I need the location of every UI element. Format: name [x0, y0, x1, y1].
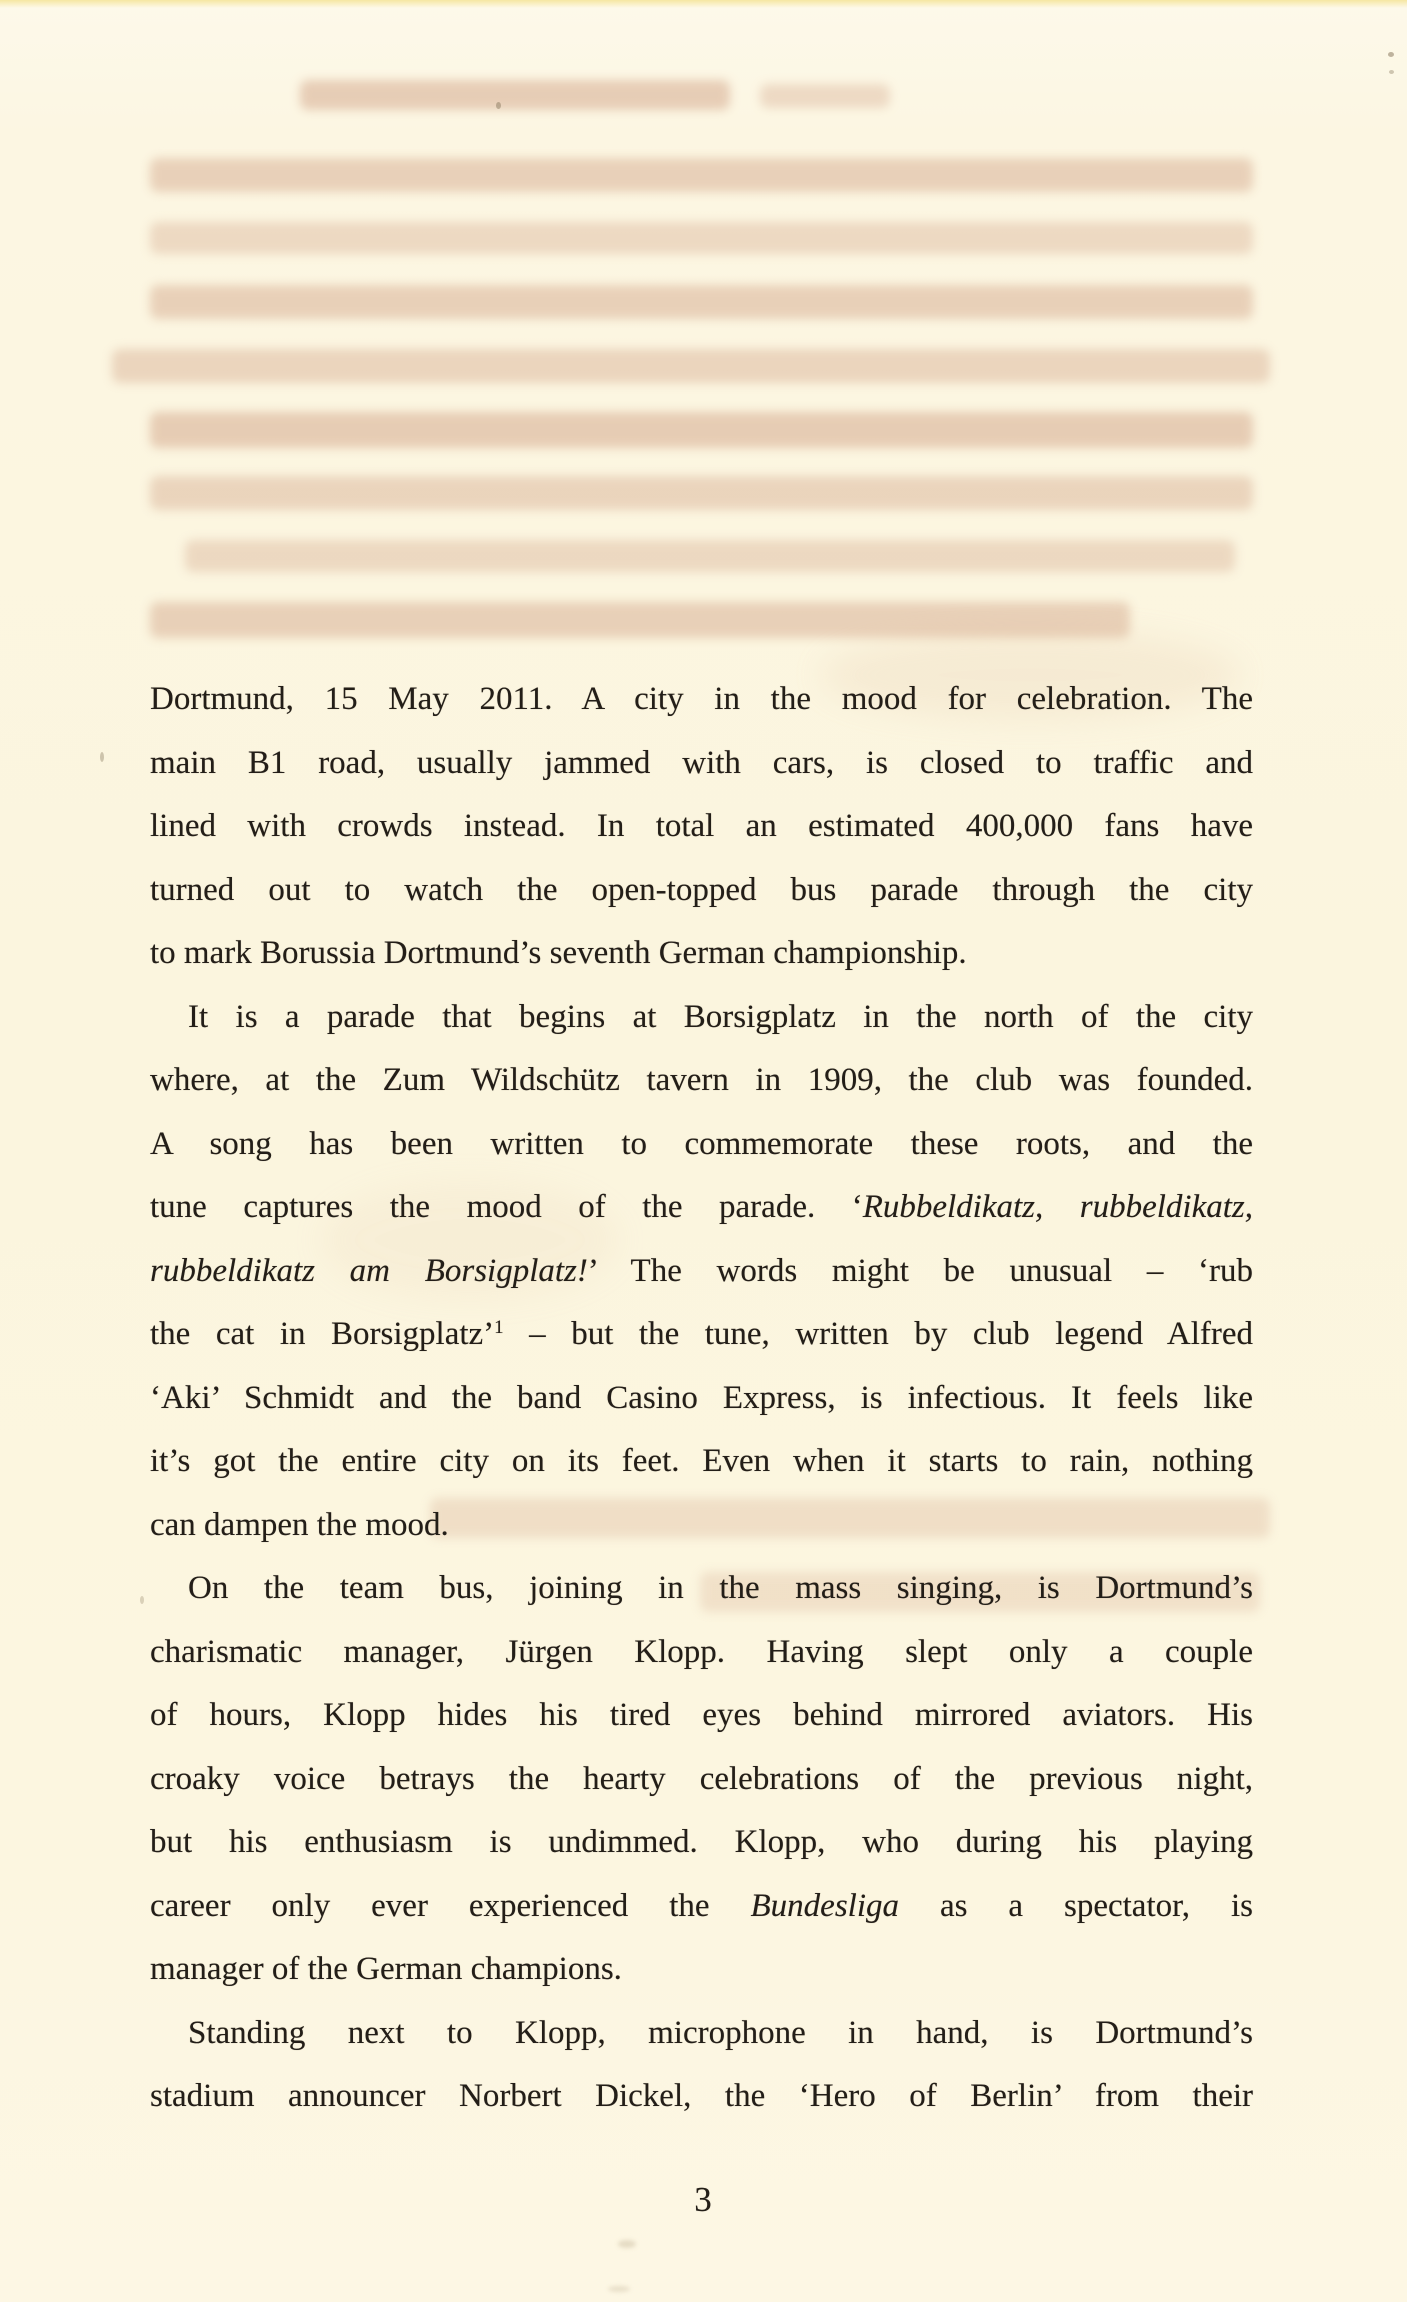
bleed-through-heading: [760, 84, 890, 108]
text-segment: Dortmund, 15 May 2011. A city in the mood for celebration. The: [150, 681, 1253, 717]
text-line: [150, 1367, 1253, 1431]
dust-speck: [496, 102, 501, 109]
bleed-through-line: [150, 285, 1253, 319]
text-segment: manager of the German champions.: [150, 1951, 622, 1987]
text-line: [150, 1875, 1253, 1939]
dust-speck: [1389, 70, 1394, 74]
bundesliga-italic: Bundesliga: [750, 1887, 899, 1924]
text-line: [150, 1938, 1253, 2002]
text-segment: On the team bus, joining in the mass singing, is Dortmund’s: [188, 1570, 1253, 1606]
text-line: [150, 1176, 1253, 1240]
text-segment: can dampen the mood.: [150, 1506, 449, 1543]
text-line: [150, 1240, 1253, 1304]
text-segment: of hours, Klopp hides his tired eyes behind mirrored aviators. His: [150, 1697, 1253, 1733]
text-segment: ‘Aki’ Schmidt and the band Casino Express, is infectious. It feels like: [150, 1379, 1253, 1416]
text-segment: but his enthusiasm is undimmed. Klopp, who during his playing: [150, 1824, 1253, 1860]
page-text-block: [150, 668, 1253, 2129]
text-line: [150, 2002, 1253, 2066]
text-segment: lined with crowds instead. In total an estimated 400,000 fans have: [150, 808, 1253, 844]
text-line: [150, 2065, 1253, 2129]
text-line: [150, 1049, 1253, 1113]
text-segment: tune captures the mood of the parade. ‘: [150, 1189, 863, 1225]
text-line: [150, 668, 1253, 732]
text-segment: main B1 road, usually jammed with cars, is closed to traffic and: [150, 744, 1253, 781]
text-line: [150, 1494, 1253, 1558]
text-line: [150, 1621, 1253, 1685]
scan-smudge: [608, 2286, 630, 2292]
dust-speck: [140, 1596, 144, 1604]
text-segment: A song has been written to commemorate these roots, and the: [150, 1125, 1253, 1162]
bleed-through-line: [112, 349, 1270, 383]
text-line: [150, 732, 1253, 796]
text-line: [150, 1557, 1253, 1621]
text-segment: the cat in Borsigplatz’: [150, 1316, 495, 1352]
text-segment: where, at the Zum Wildschütz tavern in 1909, the club was founded.: [150, 1062, 1253, 1098]
song-title-italic: rubbeldikatz am Borsigplatz!: [150, 1252, 588, 1289]
text-segment: turned out to watch the open-topped bus parade through the city: [150, 871, 1253, 908]
page-top-edge: [0, 0, 1407, 8]
text-line: [150, 1684, 1253, 1748]
text-segment: croaky voice betrays the hearty celebrations of the previous night,: [150, 1760, 1253, 1797]
text-line: [150, 1113, 1253, 1177]
bleed-through-line: [150, 476, 1253, 510]
text-segment: stadium announcer Norbert Dickel, the ‘Hero of Berlin’ from their: [150, 2078, 1253, 2114]
text-segment: as a spectator, is: [899, 1887, 1254, 1924]
bleed-through-line: [185, 540, 1235, 572]
text-line: [150, 1430, 1253, 1494]
text-line: [150, 986, 1253, 1050]
text-line: [150, 1303, 1253, 1367]
text-line: [150, 795, 1253, 859]
text-segment: – but the tune, written by club legend Alfred: [503, 1316, 1253, 1352]
bleed-through-line: [150, 158, 1253, 192]
dust-speck: [1388, 52, 1394, 57]
footnote-marker: 1: [494, 1317, 504, 1338]
text-line: [150, 922, 1253, 986]
bleed-through-heading: [300, 80, 730, 110]
text-segment: to mark Borussia Dortmund’s seventh German championship.: [150, 935, 967, 971]
page-number: 3: [694, 2180, 713, 2219]
text-line: [150, 1811, 1253, 1875]
text-segment: career only ever experienced the: [150, 1887, 751, 1924]
song-title-italic: Rubbeldikatz, rubbeldikatz,: [862, 1189, 1253, 1225]
text-segment: It is a parade that begins at Borsigplatz in the north of the city: [188, 998, 1253, 1035]
text-segment: Standing next to Klopp, microphone in hand, is Dortmund’s: [188, 2014, 1253, 2051]
bleed-through-line: [150, 412, 1253, 448]
text-segment: charismatic manager, Jürgen Klopp. Having slept only a couple: [150, 1633, 1253, 1670]
text-line: [150, 859, 1253, 923]
bleed-through-line: [150, 222, 1253, 254]
scan-smudge: [618, 2240, 636, 2248]
text-segment: it’s got the entire city on its feet. Even when it starts to rain, nothing: [150, 1443, 1253, 1479]
dust-speck: [100, 752, 104, 762]
text-line: [150, 1748, 1253, 1812]
text-segment: ’ The words might be unusual – ‘rub: [587, 1252, 1254, 1289]
